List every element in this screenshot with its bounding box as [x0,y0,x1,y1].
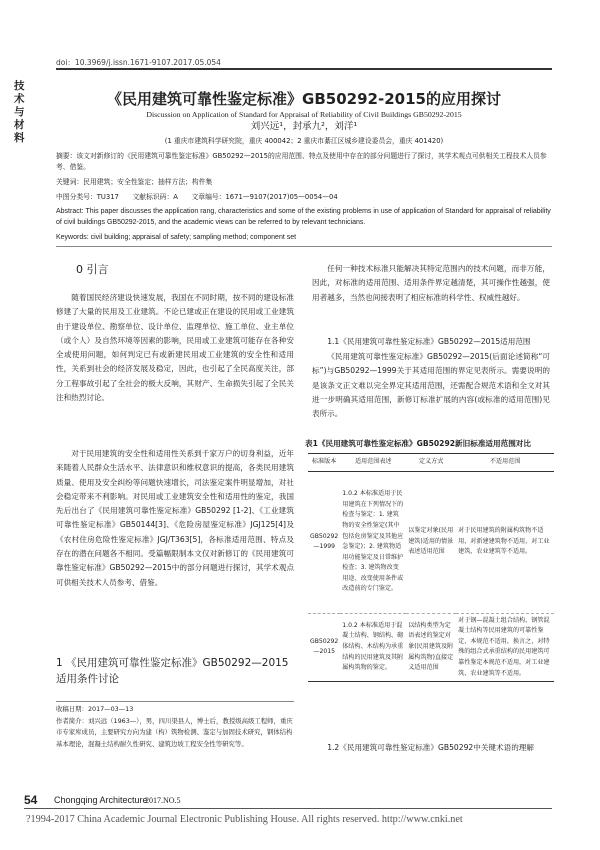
table-cell-exclusions: 对于钢—混凝土组合结构、钢管混凝土结构等民用建筑的可靠性鉴定，本规范不适用，换言之，对特殊的组合式承重结构的民用建筑可靠性鉴定本规范不适用，对工业建筑、农业建筑等不适用。 [456,613,554,682]
page-number: 54 [24,793,38,807]
table-cell-scope: 1.0.2 本标准适用于混凝土结构、钢结构、砌体结构、木结构为承重结构的民用建筑及其附属构筑物的鉴定。 [340,613,406,682]
table-caption: 表1《民用建筑可靠性鉴定标准》GB50292新旧标准适用范围对比 [305,439,531,448]
comparison-table [308,453,554,682]
table-cell-definition: 以结构类型为定语表述的鉴定对象(民用建筑及附属构筑物)直接定义适用范围 [406,613,456,682]
subheading-1-1: 1.1《民用建筑可靠性鉴定标准》GB50292—2015适用范围 [327,337,531,346]
paragraph-1-1: 《民用建筑可靠性鉴定标准》GB50292—2015(后面论述简称“可标”)与GB50292—1999关于其适用范围的界定见表所示。需要说明的是该条文正文难以完全界定其适用范围，还需配合规范术语和全文对其进一步明确其适用范围，新修订标准扩展的内容(或标准的适用范围)见表所示。 [312,352,550,419]
table-row [308,471,554,613]
table-cell-definition: 以鉴定对象(民用建筑)适用的情景表述适用范围 [408,527,454,556]
heading-introduction: 0 引言 [76,263,109,276]
intro-paragraph-1: 随着国民经济建设快速发展，我国在不同时期，按不同的建设标准修建了大量的民用及工业建筑。不论已建或正在建设的民用或工业建筑由于建设单位、勘察单位、设计单位、监理单位、施工单位、业主单位（或个人）及自然环境等因素的影响，民用或工业建筑可能存在各种安全或使用问题，如何判定已有或新建民用或工业建筑的安全性和适用性，关系到社会的经济发展及稳定，因此，也引起了全民高度关注，部分工程事故引起了全社会的极大反响，其财产、生命损失引起了全民关注和热烈讨论。 [56,293,294,403]
copyright-line: ?1994-2017 China Academic Journal Electronic Publishing House. All rights reserved. http://www.cnki.net [26,814,463,825]
intro-paragraph-2: 对于民用建筑的安全性和适用性关系到千家万户的切身利益，近年来随着人民群众生活水平、法律意识和维权意识的提高，各类民用建筑质量、使用及安全纠纷等问题快速增长，司法鉴定案件明显增加，对社会稳定带来不利影响。对民用或工业建筑安全性和适用性的鉴定，我国先后出台了《民用建筑可靠性鉴定标准》GB50292 [1-2]、《工业建筑可靠性鉴定标准》GB50144[3]、《危险房屋鉴定标准》JGJ125[4]及《农村住房危险性鉴定标准》JGJ/T363[5]，各标准适用范围、特点及存在的潜在问题各不相同。受篇幅限制本文仅对新修订的《民用建筑可靠性鉴定标准》GB50292—2015中的部分问题进行探讨，其学术观点可供相关技术人员参考、借鉴。 [56,449,294,587]
footnote-author-bio: 作者简介：刘兴远（1963—），男，四川渠县人，博士后，教授级高级工程师，重庆市专家库成员，主要研究方向为建（构）筑物检测、鉴定与加固技术研究，钢体结构基本理论，混凝土结构耐久性研究、建筑边坡工程安全性等研究等。 [56,717,293,748]
table-cell-scope: 1.0.2 本标准适用于民用建筑在下列情况下的检查与鉴定：1. 建筑物的安全性鉴定(其中包括危房鉴定及其他应急鉴定)；2. 建筑物适用功能鉴定及日常维护检查；3. 建筑物改变用途、改变使用条件或改造前的专门鉴定。 [342,490,404,593]
authors: 刘兴远¹，封承九²，刘洋¹ [250,121,358,132]
paragraph-continued: 任何一种技术标准只能解决其特定范围内的技术问题，而非万能，因此，对标准的适用范围、适用条件界定越清楚，其可操作性越强，使用者越多，当然也间接表明了相应标准的科学性、权威性越好。 [312,264,550,302]
doi-line: doi：10.3969/j.issn.1671-9107.2017.05.054 [56,58,221,67]
keywords-cn: 关键词：民用建筑；安全性鉴定；抽样方法；构件集 [56,178,213,186]
table-cell-exclusions: 对于民用建筑的附属构筑物不适用，对新建建筑物不适用，对工业建筑、农业建筑等不适用。 [458,527,550,556]
abstract-divider [56,246,552,247]
section-label: 技术与材料 [14,80,25,144]
classification-line: 中图分类号：TU317 文献标识码：A 文章编号：1671—9107(2017)05—0054—04 [56,193,338,201]
heading-section-1: 1 《民用建筑可靠性鉴定标准》GB50292—2015适用条件讨论 [56,657,289,685]
table-header-cell: 不适用范围 [456,454,554,472]
journal-issue: 2017.NO.5 [145,796,181,805]
table-header-row [308,454,554,472]
table-cell-version: GB50292—2015 [308,613,340,682]
footnote-received: 收稿日期：2017—03—13 [56,705,134,713]
subheading-1-2: 1.2《民用建筑可靠性鉴定标准》GB50292中关键术语的理解 [327,743,534,752]
abstract-cn: 摘要：该文对新修订的《民用建筑可靠性鉴定标准》GB50292—2015的应用范围、特点及使用中存在的部分问题进行了探讨，其学术观点可供相关工程技术人员参考、借鉴。 [56,152,547,171]
journal-name: Chongqing Architecture [54,795,148,805]
header-rule [56,68,552,70]
footer-rule [24,808,552,809]
table-cell-version: GB50292—1999 [310,532,339,551]
table-header-cell: 适用范围表述 [340,454,406,472]
footnote-divider [56,701,294,702]
table-row [308,613,554,682]
keywords-en: Keywords: civil building; appraisal of safety; sampling method; component set [56,234,297,241]
table-header-cell: 标准版本 [308,454,340,472]
article-title: 《民用建筑可靠性鉴定标准》GB50292-2015的应用探讨 [107,90,501,108]
table-header-cell: 定义方式 [406,454,456,472]
abstract-en: Abstract: This paper discusses the application rang, characteristics and some of the existing problems in use of application of Standard for appraisal of reliability of civil buildings GB50292-2015, and the academic views can be referred to by relevant technicians. [56,208,551,226]
affiliation: (1 重庆市建筑科学研究院，重庆 400042；2 重庆市綦江区城乡建设委员会，重庆 401420) [164,137,444,145]
article-title-en: Discussion on Application of Standard for Appraisal of Reliability of Civil Buildings GB50292-2015 [146,110,462,119]
